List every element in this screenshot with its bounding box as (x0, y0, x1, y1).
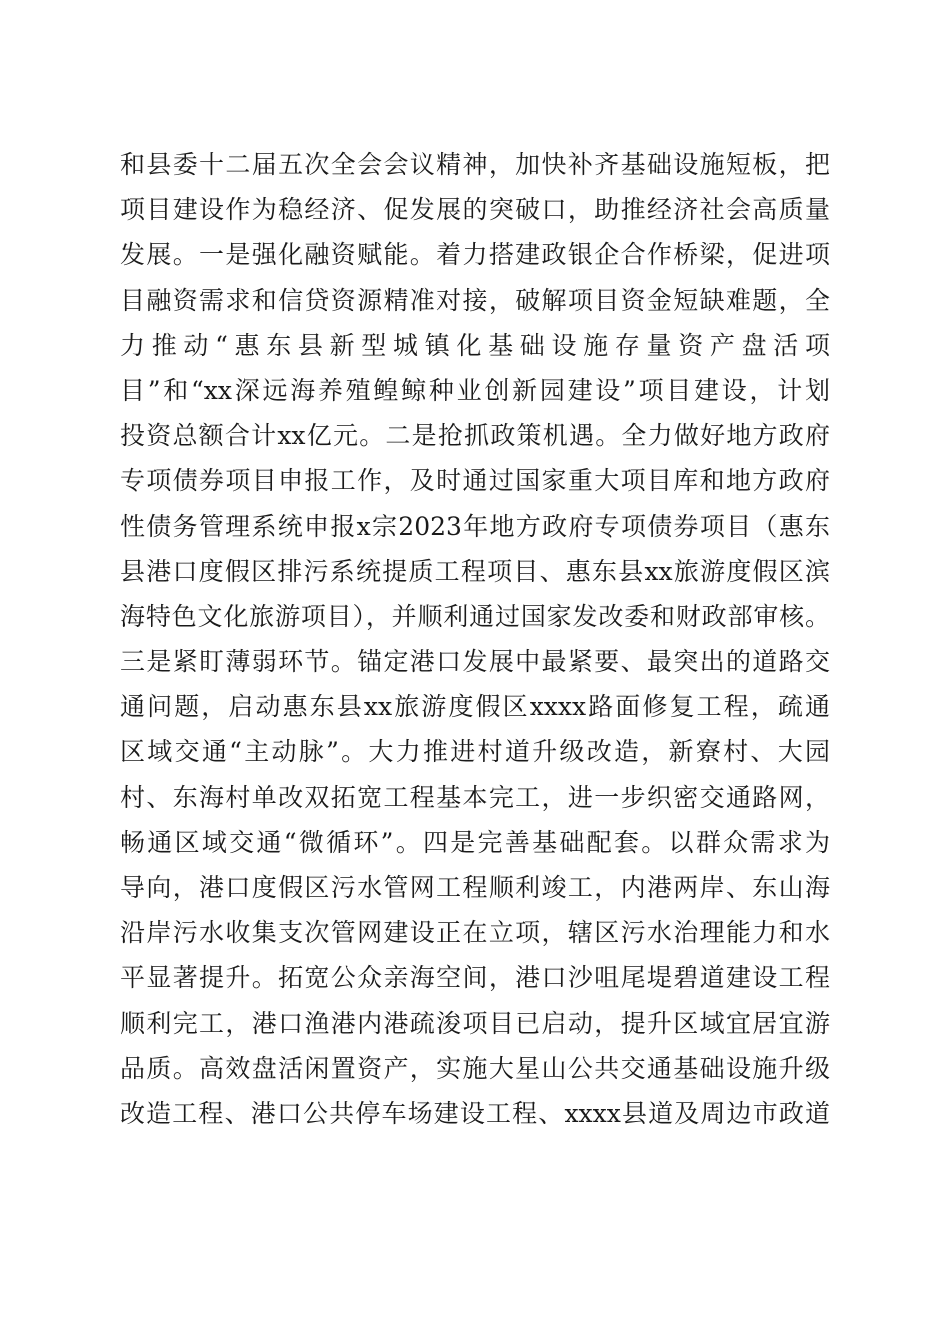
text-line: 县港口度假区排污系统提质工程项目、惠东县xx旅游度假区滨 (120, 556, 830, 586)
text-line: 品质。高效盘活闲置资产，实施大星山公共交通基础设施升级 (120, 1053, 830, 1083)
text-line: 投资总额合计xx亿元。二是抢抓政策机遇。全力做好地方政府 (120, 421, 830, 451)
text-line: 导向，港口度假区污水管网工程顺利竣工，内港两岸、东山海 (120, 873, 830, 902)
body-paragraph (120, 142, 830, 1136)
text-line: 区域交通“主动脉”。大力推进村道升级改造，新寮村、大园 (120, 737, 830, 767)
text-line: 平显著提升。拓宽公众亲海空间，港口沙咀尾堤碧道建设工程 (120, 963, 830, 993)
text-line: 三是紧盯薄弱环节。锚定港口发展中最紧要、最突出的道路交 (120, 647, 830, 677)
text-line: 顺利完工，港口渔港内港疏浚项目已启动，提升区域宜居宜游 (120, 1008, 830, 1038)
text-line: 力推动“惠东县新型城镇化基础设施存量资产盘活项 (120, 330, 830, 360)
text-line: 改造工程、港口公共停车场建设工程、xxxx县道及周边市政道 (120, 1098, 830, 1128)
text-line: 海特色文化旅游项目），并顺利通过国家发改委和财政部审核。 (120, 601, 830, 631)
text-line: 和县委十二届五次全会会议精神，加快补齐基础设施短板，把 (120, 150, 830, 179)
text-line: 专项债券项目申报工作，及时通过国家重大项目库和地方政府 (120, 466, 830, 496)
text-line: 沿岸污水收集支次管网建设正在立项，辖区污水治理能力和水 (120, 918, 830, 948)
text-line: 村、东海村单改双拓宽工程基本完工，进一步织密交通路网， (120, 782, 830, 812)
text-line: 通问题，启动惠东县xx旅游度假区xxxx路面修复工程，疏通 (120, 692, 830, 722)
text-line: 项目建设作为稳经济、促发展的突破口，助推经济社会高质量 (120, 195, 830, 225)
text-line: 畅通区域交通“微循环”。四是完善基础配套。以群众需求为 (120, 827, 830, 857)
text-line: 性债务管理系统申报x宗2023年地方政府专项债券项目（惠东 (120, 511, 830, 541)
text-line: 发展。一是强化融资赋能。着力搭建政银企合作桥梁，促进项 (120, 240, 830, 270)
text-line: 目”和“xx深远海养殖鳇鲸种业创新园建设”项目建设，计划 (120, 375, 830, 405)
text-line: 目融资需求和信贷资源精准对接，破解项目资金短缺难题，全 (120, 285, 830, 315)
